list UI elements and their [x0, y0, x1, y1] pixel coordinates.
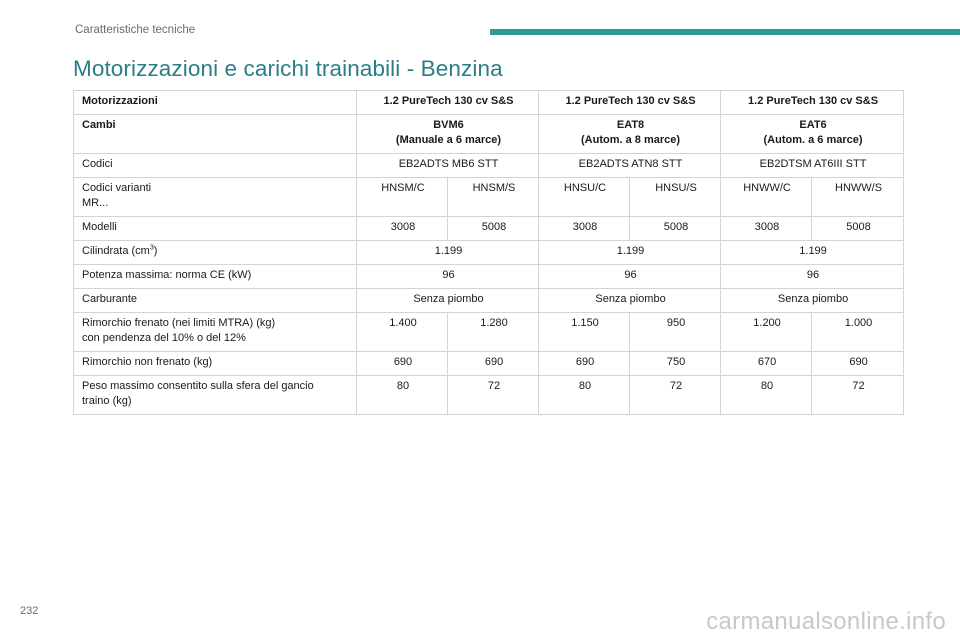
table-cell: 1.199: [721, 241, 904, 265]
table-row-rimorchio-non-frenato: [74, 352, 904, 376]
row-label: Cambi: [74, 115, 357, 154]
table-cell: EB2ADTS ATN8 STT: [539, 154, 721, 178]
table-cell: HNWW/S: [812, 178, 904, 217]
table-row-codici-varianti: [74, 178, 904, 217]
row-label-text: ): [153, 245, 158, 257]
table-cell: EB2DTSM AT6III STT: [721, 154, 904, 178]
table-row-rimorchio-frenato: [74, 313, 904, 352]
table-cell: 3008: [539, 217, 630, 241]
table-cell: 1.200: [721, 313, 812, 352]
row-label: [74, 241, 357, 265]
table-cell: 5008: [812, 217, 904, 241]
table-cell: 80: [357, 376, 448, 415]
table-cell: HNSU/S: [630, 178, 721, 217]
table-cell: 1.199: [539, 241, 721, 265]
gearbox-name: EAT6: [799, 119, 827, 131]
table-cell: [357, 115, 539, 154]
row-label: Rimorchio non frenato (kg): [74, 352, 357, 376]
table-cell: 750: [630, 352, 721, 376]
table-cell: 96: [357, 265, 539, 289]
row-label: Motorizzazioni: [74, 91, 357, 115]
table-cell: 1.150: [539, 313, 630, 352]
table-cell: [721, 115, 904, 154]
table-row-potenza: [74, 265, 904, 289]
superscript: 3: [149, 244, 154, 252]
table-cell: 1.199: [357, 241, 539, 265]
table-cell: 72: [448, 376, 539, 415]
header-accent-bar: [490, 29, 960, 35]
table-cell: 80: [539, 376, 630, 415]
page-number: 232: [20, 605, 39, 617]
table-cell: HNSU/C: [539, 178, 630, 217]
table-cell: 1.2 PureTech 130 cv S&S: [539, 91, 721, 115]
gearbox-desc: (Manuale a 6 marce): [395, 134, 502, 146]
row-label: [74, 376, 357, 415]
table-cell: 1.000: [812, 313, 904, 352]
row-label: [74, 178, 357, 217]
table-cell: 670: [721, 352, 812, 376]
gearbox-name: EAT8: [616, 119, 645, 131]
table-cell: 950: [630, 313, 721, 352]
table-cell: 5008: [448, 217, 539, 241]
table-row-codici: [74, 154, 904, 178]
table-cell: 1.280: [448, 313, 539, 352]
gearbox-desc: (Autom. a 8 marce): [581, 134, 681, 146]
page-title: Motorizzazioni e carichi trainabili - Benzina: [73, 56, 503, 81]
table-cell: HNSM/C: [357, 178, 448, 217]
gearbox-name: BVM6: [433, 119, 464, 131]
table-cell: 690: [812, 352, 904, 376]
table-cell: EB2ADTS MB6 STT: [357, 154, 539, 178]
table-row-cambi: [74, 115, 904, 154]
table-cell: 3008: [721, 217, 812, 241]
table-cell: Senza piombo: [357, 289, 539, 313]
table-cell: 1.2 PureTech 130 cv S&S: [357, 91, 539, 115]
table-cell: HNWW/C: [721, 178, 812, 217]
table-cell: HNSM/S: [448, 178, 539, 217]
section-header: Caratteristiche tecniche: [75, 24, 196, 36]
gearbox-desc: (Autom. a 6 marce): [763, 134, 863, 146]
table-cell: 72: [630, 376, 721, 415]
table-cell: 5008: [630, 217, 721, 241]
table-cell: 1.2 PureTech 130 cv S&S: [721, 91, 904, 115]
table-row-peso-sfera: [74, 376, 904, 415]
table-cell: 3008: [357, 217, 448, 241]
table-cell: 690: [357, 352, 448, 376]
row-label: Codici: [74, 154, 357, 178]
row-label-line: MR...: [82, 197, 109, 209]
table-cell: 96: [539, 265, 721, 289]
row-label-line: Peso massimo consentito sulla sfera del gancio: [82, 380, 314, 392]
row-label: Potenza massima: norma CE (kW): [74, 265, 357, 289]
table-cell: [539, 115, 721, 154]
row-label: Carburante: [74, 289, 357, 313]
specs-table: [73, 90, 904, 415]
watermark: carmanualsonline.info: [706, 608, 946, 635]
table-row-cilindrata: [74, 241, 904, 265]
table-cell: Senza piombo: [721, 289, 904, 313]
row-label: [74, 313, 357, 352]
table-cell: 690: [448, 352, 539, 376]
table-row-motorizzazioni: [74, 91, 904, 115]
row-label-line: con pendenza del 10% o del 12%: [82, 332, 246, 344]
table-cell: 690: [539, 352, 630, 376]
table-cell: Senza piombo: [539, 289, 721, 313]
table-cell: 80: [721, 376, 812, 415]
table-row-modelli: [74, 217, 904, 241]
table-cell: 72: [812, 376, 904, 415]
table-cell: 1.400: [357, 313, 448, 352]
table-row-carburante: [74, 289, 904, 313]
table-cell: 96: [721, 265, 904, 289]
row-label-line: traino (kg): [82, 395, 132, 407]
row-label-text: Cilindrata (cm: [82, 245, 150, 257]
row-label-line: Codici varianti: [82, 182, 152, 194]
row-label: Modelli: [74, 217, 357, 241]
row-label-line: Rimorchio frenato (nei limiti MTRA) (kg): [82, 317, 276, 329]
